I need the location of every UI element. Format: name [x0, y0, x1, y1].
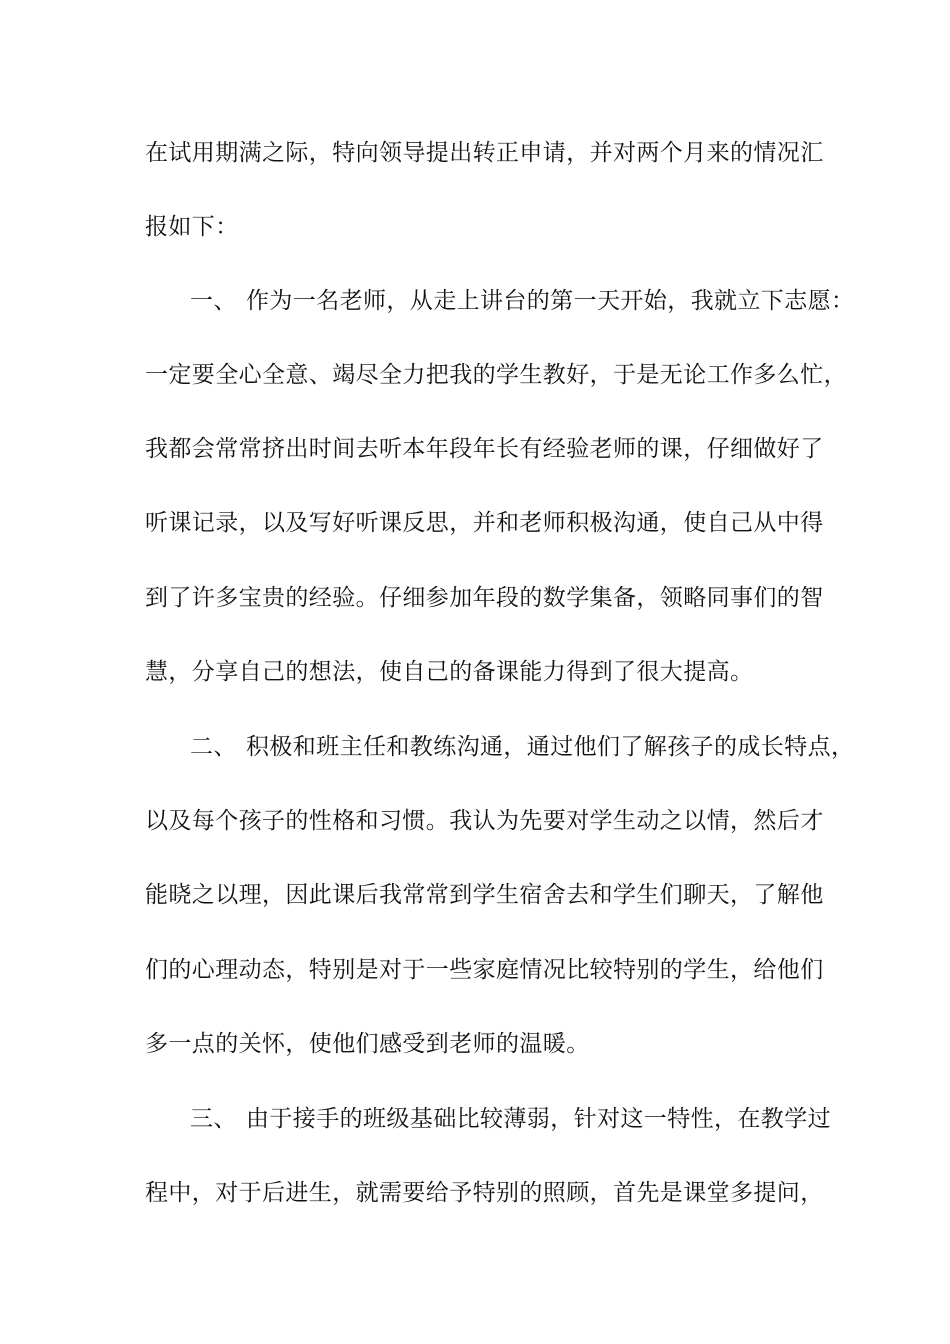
- section-3-first-line: 由于接手的班级基础比较薄弱，针对这一特性，在教学过: [246, 1106, 831, 1132]
- section-3-number: 三、: [190, 1106, 237, 1132]
- section-1-line-6: 慧，分享自己的想法，使自己的备课能力得到了很大提高。: [145, 659, 754, 685]
- section-1-first-line: 作为一名老师，从走上讲台的第一天开始，我就立下志愿：: [246, 288, 855, 314]
- section-1-heading-line: [190, 286, 860, 316]
- section-3-line-2: 程中，对于后进生，就需要给予特别的照顾，首先是课堂多提问，: [145, 1180, 824, 1206]
- section-1-line-2: 一定要全心全意、竭尽全力把我的学生教好，于是无论工作多么忙，: [145, 362, 847, 388]
- section-2-line-4: 们的心理动态，特别是对于一些家庭情况比较特别的学生，给他们: [145, 957, 824, 983]
- section-1-line-4: 听课记录，以及写好听课反思，并和老师积极沟通，使自己从中得: [145, 510, 824, 536]
- section-2-heading-line: [190, 732, 860, 762]
- section-1-line-5: 到了许多宝贵的经验。仔细参加年段的数学集备，领略同事们的智: [145, 585, 824, 611]
- intro-line-1: 在试用期满之际，特向领导提出转正申请，并对两个月来的情况汇: [145, 140, 824, 166]
- section-2-first-line: 积极和班主任和教练沟通，通过他们了解孩子的成长特点，: [246, 734, 855, 760]
- section-2-number: 二、: [190, 734, 237, 760]
- section-3-heading-line: [190, 1104, 860, 1134]
- section-2-line-5: 多一点的关怀，使他们感受到老师的温暖。: [145, 1031, 590, 1057]
- intro-line-2: 报如下：: [145, 214, 239, 240]
- section-2-line-3: 能晓之以理，因此课后我常常到学生宿舍去和学生们聊天，了解他: [145, 882, 824, 908]
- section-2-line-2: 以及每个孩子的性格和习惯。我认为先要对学生动之以情，然后才: [145, 808, 824, 834]
- section-1-line-3: 我都会常常挤出时间去听本年段年长有经验老师的课，仔细做好了: [145, 436, 824, 462]
- section-1-number: 一、: [190, 288, 237, 314]
